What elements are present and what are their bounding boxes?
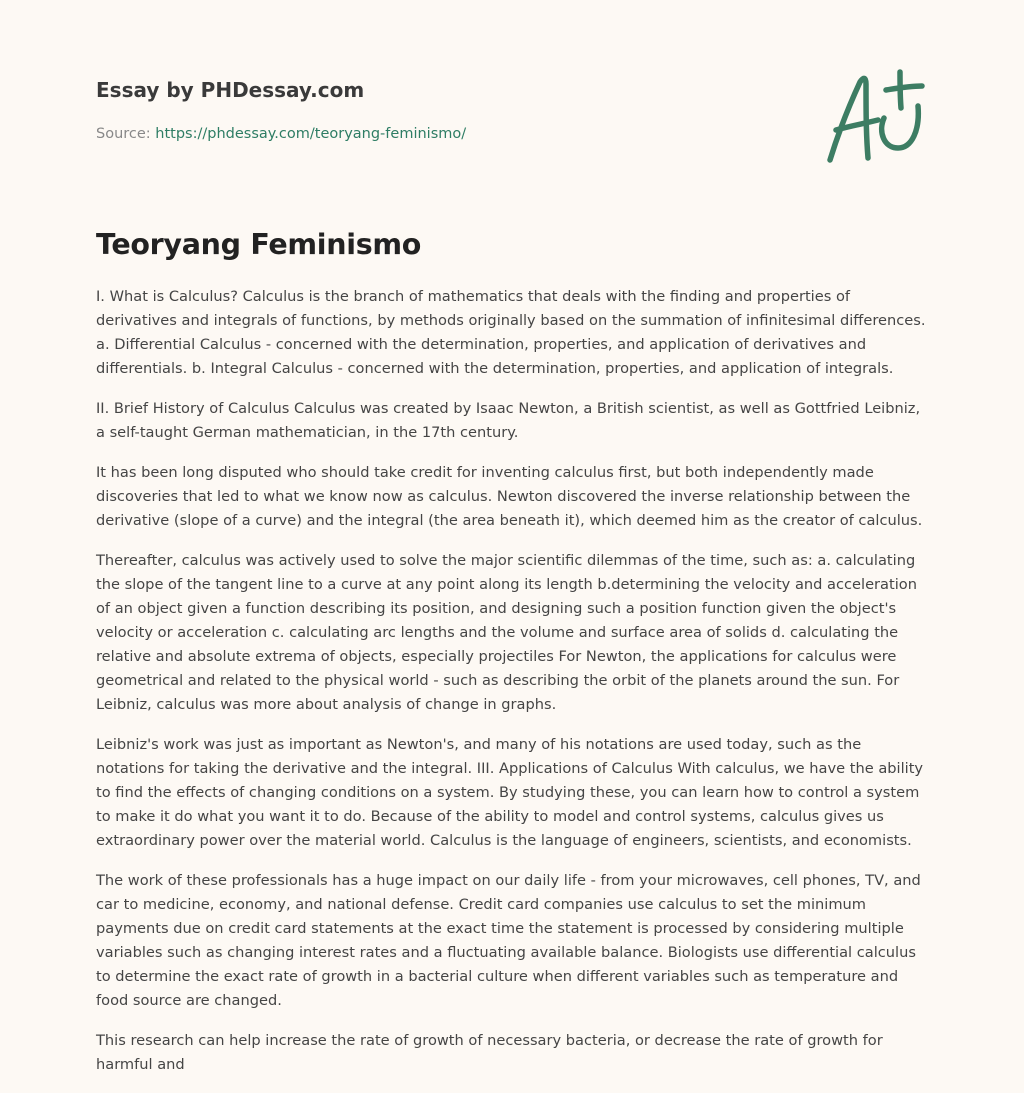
essay-title: Teoryang Feminismo [96,228,422,261]
essay-paragraph: Leibniz's work was just as important as Newton's, and many of his notations are used today, such as the notations for taking the derivative and the integral. III. Applications of Calculus With calculus, we have the ability to find the effects of changing conditions on a system. By studying these, you can learn how to control a system to make it do what you want it to do. Because of the ability to model and control systems, calculus gives us extraordinary power over the material world. Calculus is the language of engineers, scientists, and economists. [96,736,924,849]
source-link[interactable]: https://phdessay.com/teoryang-feminismo/ [155,126,467,142]
a-plus-grade-icon [822,68,926,164]
essay-paragraph: I. What is Calculus? Calculus is the branch of mathematics that deals with the finding and properties of derivatives and integrals of functions, by methods originally based on the summation of infinitesimal differences. a. Differential Calculus - concerned with the determination, properties, and application of derivatives and differentials. b. Integral Calculus - concerned with the determination, properties, and application of integrals. [96,288,926,377]
site-brand: Essay by PHDessay.com [96,78,365,102]
essay-paragraph: Thereafter, calculus was actively used to solve the major scientific dilemmas of the time, such as: a. calculating the slope of the tangent line to a curve at any point along its length b.determining the velocity and acceleration of an object given a function describing its position, and designing such a position function given the object's velocity or acceleration c. calculating arc lengths and the volume and surface area of solids d. calculating the relative and absolute extrema of objects, especially projectiles For Newton, the applications for calculus were geometrical and related to the physical world - such as describing the orbit of the planets around the sun. For Leibniz, calculus was more about analysis of change in graphs. [96,552,917,713]
essay-paragraph: It has been long disputed who should take credit for inventing calculus first, but both independently made discoveries that led to what we know now as calculus. Newton discovered the inverse relationship between the derivative (slope of a curve) and the integral (the area beneath it), which deemed him as the creator of calculus. [96,464,923,529]
essay-paragraph: This research can help increase the rate of growth of necessary bacteria, or decrease the rate of growth for harmful and [96,1032,883,1073]
essay-paragraph: II. Brief History of Calculus Calculus was created by Isaac Newton, a British scientist, as well as Gottfried Leibniz, a self-taught German mathematician, in the 17th century. [96,400,921,441]
source-label: Source: [96,126,151,142]
source-line [96,124,466,144]
essay-body [96,285,926,1093]
page-header [96,76,926,176]
essay-paragraph: The work of these professionals has a huge impact on our daily life - from your microwaves, cell phones, TV, and car to medicine, economy, and national defense. Credit card companies use calculus to set the minimum payments due on credit card statements at the exact time the statement is processed by considering multiple variables such as changing interest rates and a fluctuating available balance. Biologists use differential calculus to determine the exact rate of growth in a bacterial culture when different variables such as temperature and food source are changed. [96,872,921,1009]
